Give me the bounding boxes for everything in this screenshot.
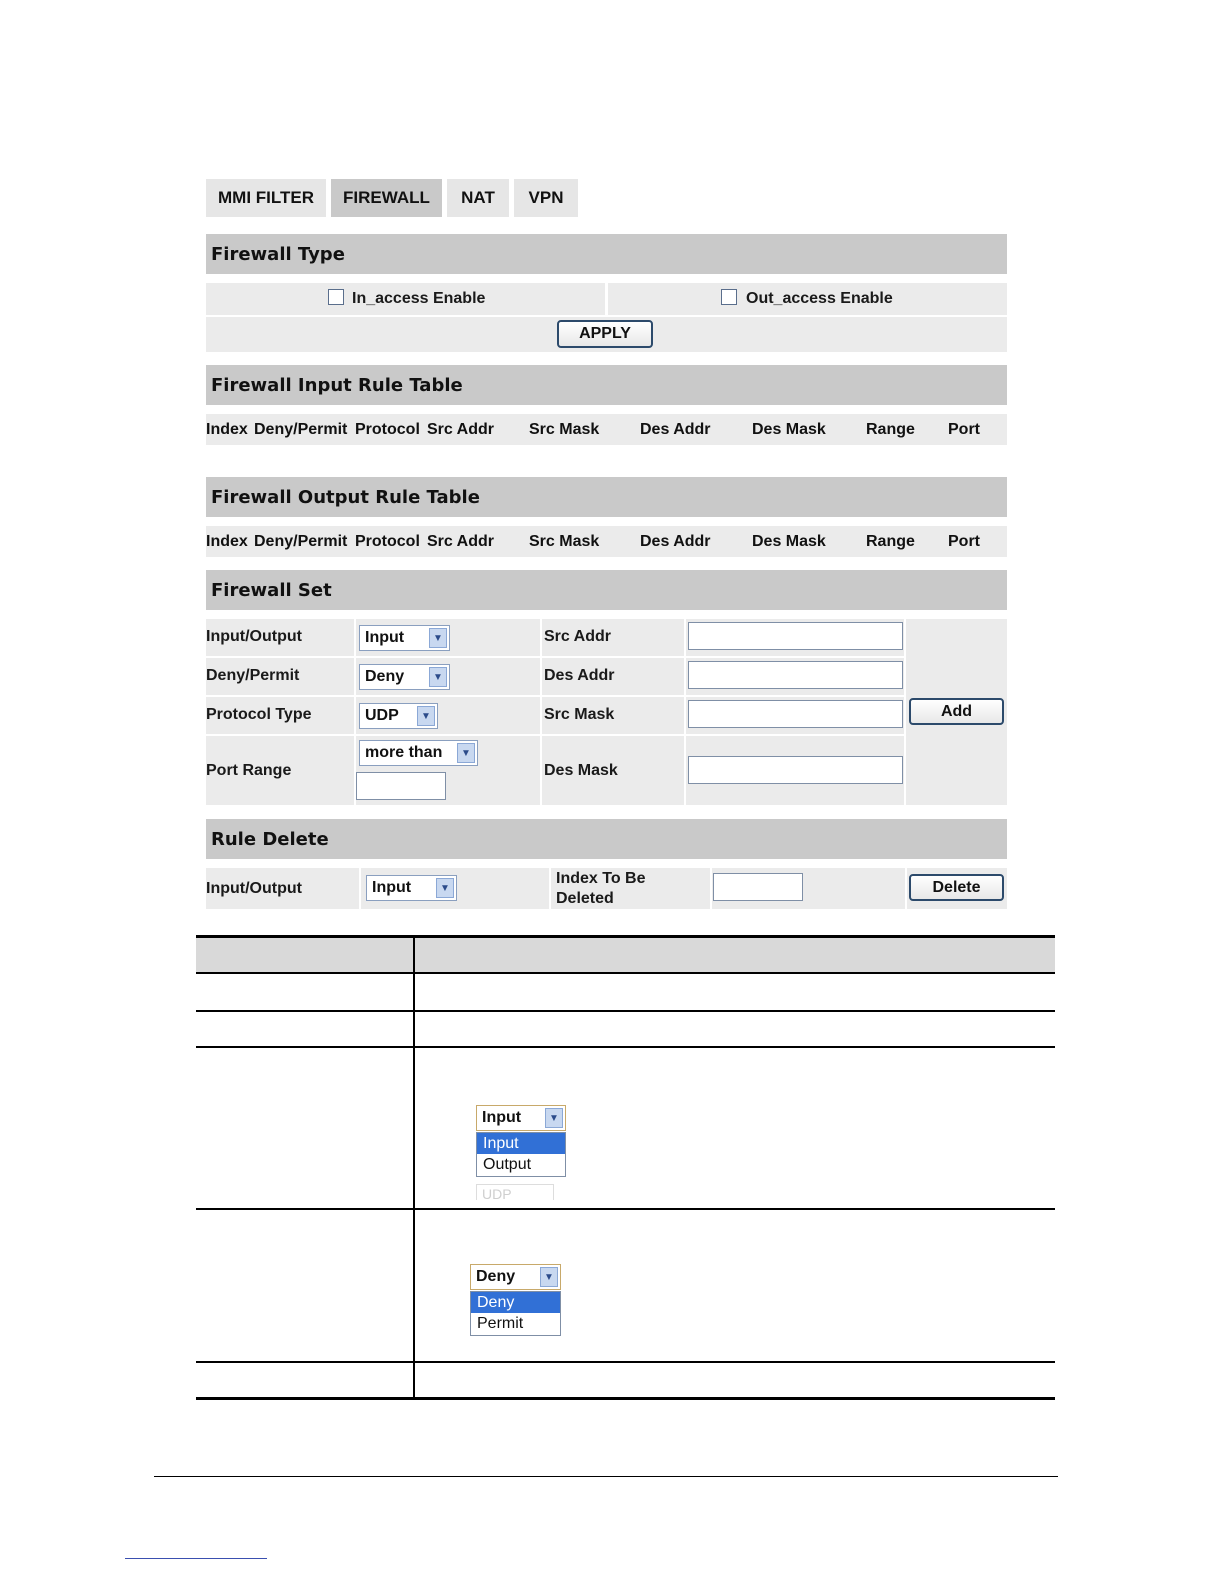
doc-table-rule-1 bbox=[196, 972, 1055, 974]
input-rule-table-header: Firewall Input Rule Table bbox=[206, 365, 1007, 405]
index-to-be-deleted-label-line2: Deleted bbox=[556, 890, 614, 907]
port-range-label: Port Range bbox=[206, 762, 292, 779]
chevron-down-icon: ▼ bbox=[429, 628, 447, 648]
chevron-down-icon: ▼ bbox=[436, 878, 454, 898]
io-dropdown-illustration-value: Input bbox=[482, 1109, 522, 1126]
chevron-down-icon: ▼ bbox=[417, 706, 435, 726]
deny-permit-select[interactable] bbox=[359, 664, 450, 690]
io-option-output: Output bbox=[483, 1156, 532, 1173]
output-col-deny-permit: Deny/Permit bbox=[254, 533, 348, 550]
delete-button[interactable]: Delete bbox=[909, 874, 1004, 901]
firewall-type-header: Firewall Type bbox=[206, 234, 1007, 274]
src-addr-label: Src Addr bbox=[544, 628, 611, 645]
port-range-select-value: more than bbox=[365, 744, 443, 761]
output-col-range: Range bbox=[866, 533, 915, 550]
src-mask-label: Src Mask bbox=[544, 706, 615, 723]
in-access-label: In_access Enable bbox=[352, 290, 486, 307]
chevron-down-icon: ▼ bbox=[429, 667, 447, 687]
output-col-src-addr: Src Addr bbox=[427, 533, 494, 550]
doc-table-top-rule bbox=[196, 935, 1055, 938]
udp-ghost-select: UDP bbox=[476, 1184, 554, 1200]
des-mask-label: Des Mask bbox=[544, 762, 618, 779]
input-col-src-mask: Src Mask bbox=[529, 421, 600, 438]
doc-table-rule-3 bbox=[196, 1046, 1055, 1048]
add-button[interactable]: Add bbox=[909, 698, 1004, 725]
input-col-index: Index bbox=[206, 421, 248, 438]
doc-table-rule-4 bbox=[196, 1208, 1055, 1210]
output-col-src-mask: Src Mask bbox=[529, 533, 600, 550]
delete-io-label: Input/Output bbox=[206, 880, 302, 897]
input-col-port: Port bbox=[948, 421, 980, 438]
protocol-type-select-value: UDP bbox=[365, 707, 399, 724]
tab-mmi-filter[interactable]: MMI FILTER bbox=[206, 179, 326, 217]
io-select[interactable] bbox=[359, 625, 450, 651]
output-rule-table-header: Firewall Output Rule Table bbox=[206, 477, 1007, 517]
des-mask-input[interactable] bbox=[688, 756, 903, 784]
io-option-input: Input bbox=[477, 1133, 565, 1154]
doc-table-rule-2 bbox=[196, 1010, 1055, 1012]
tab-vpn[interactable]: VPN bbox=[514, 179, 578, 217]
input-col-range: Range bbox=[866, 421, 915, 438]
output-col-des-mask: Des Mask bbox=[752, 533, 826, 550]
footer-rule bbox=[154, 1476, 1058, 1477]
src-addr-input[interactable] bbox=[688, 622, 903, 650]
io-label: Input/Output bbox=[206, 628, 302, 645]
protocol-type-select[interactable] bbox=[359, 703, 438, 729]
des-addr-input[interactable] bbox=[688, 661, 903, 689]
delete-io-select-value: Input bbox=[372, 879, 412, 896]
rule-delete-header: Rule Delete bbox=[206, 819, 1007, 859]
apply-button[interactable]: APPLY bbox=[557, 320, 653, 348]
deny-option-deny: Deny bbox=[471, 1292, 560, 1313]
io-select-value: Input bbox=[365, 629, 405, 646]
doc-table-column-divider bbox=[413, 935, 415, 1400]
port-range-select[interactable] bbox=[359, 740, 478, 766]
index-to-be-deleted-label-line1: Index To Be bbox=[556, 870, 646, 887]
out-access-checkbox[interactable] bbox=[721, 289, 737, 305]
footer-link-underline bbox=[125, 1558, 267, 1559]
io-dropdown-options bbox=[476, 1132, 566, 1177]
tab-firewall[interactable]: FIREWALL bbox=[331, 179, 442, 217]
src-mask-input[interactable] bbox=[688, 700, 903, 728]
doc-table-rule-5 bbox=[196, 1361, 1055, 1363]
doc-table-bottom-rule bbox=[196, 1397, 1055, 1400]
tab-nat[interactable]: NAT bbox=[447, 179, 509, 217]
deny-dropdown-illustration bbox=[470, 1264, 561, 1290]
des-addr-label: Des Addr bbox=[544, 667, 615, 684]
io-dropdown-illustration bbox=[476, 1105, 566, 1131]
deny-dropdown-options bbox=[470, 1291, 561, 1336]
protocol-type-label: Protocol Type bbox=[206, 706, 312, 723]
deny-permit-label: Deny/Permit bbox=[206, 667, 300, 684]
chevron-down-icon: ▼ bbox=[540, 1267, 558, 1287]
output-col-index: Index bbox=[206, 533, 248, 550]
input-col-des-mask: Des Mask bbox=[752, 421, 826, 438]
chevron-down-icon: ▼ bbox=[457, 743, 475, 763]
input-col-protocol: Protocol bbox=[355, 421, 420, 438]
output-col-port: Port bbox=[948, 533, 980, 550]
output-col-des-addr: Des Addr bbox=[640, 533, 711, 550]
firewall-set-header: Firewall Set bbox=[206, 570, 1007, 610]
index-to-be-deleted-input[interactable] bbox=[713, 873, 803, 901]
deny-option-permit: Permit bbox=[477, 1315, 524, 1332]
out-access-label: Out_access Enable bbox=[746, 290, 893, 307]
chevron-down-icon: ▼ bbox=[545, 1108, 563, 1128]
deny-permit-select-value: Deny bbox=[365, 668, 405, 685]
input-col-deny-permit: Deny/Permit bbox=[254, 421, 348, 438]
port-range-input[interactable] bbox=[356, 772, 446, 800]
in-access-checkbox[interactable] bbox=[328, 289, 344, 305]
input-col-des-addr: Des Addr bbox=[640, 421, 711, 438]
deny-dropdown-illustration-value: Deny bbox=[476, 1268, 516, 1285]
input-col-src-addr: Src Addr bbox=[427, 421, 494, 438]
doc-table-header-row bbox=[196, 937, 1055, 973]
output-col-protocol: Protocol bbox=[355, 533, 420, 550]
delete-io-select[interactable] bbox=[366, 875, 457, 901]
